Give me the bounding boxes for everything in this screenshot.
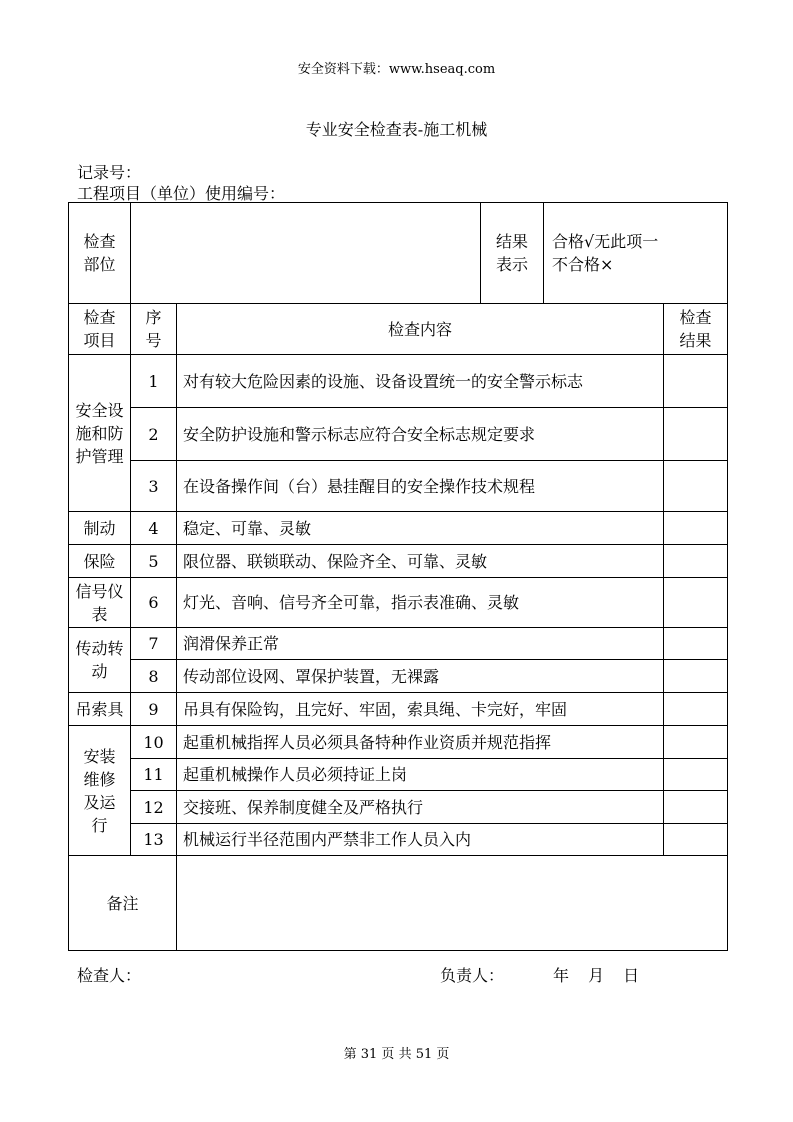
result-cell-2[interactable] xyxy=(664,408,728,461)
result-cell-13[interactable] xyxy=(664,824,728,856)
seq-9: 9 xyxy=(131,693,177,726)
location-label-line2: 部位 xyxy=(83,255,116,274)
content-9: 吊具有保险钩，且完好、牢固，索具绳、卡完好，牢固 xyxy=(177,693,664,726)
content-3: 在设备操作间（台）悬挂醒目的安全操作技术规程 xyxy=(177,461,664,512)
result-cell-9[interactable] xyxy=(664,693,728,726)
content-6: 灯光、音响、信号齐全可靠，指示表准确、灵敏 xyxy=(177,578,664,628)
seq-5: 5 xyxy=(131,545,177,578)
result-cell-4[interactable] xyxy=(664,512,728,545)
result-label-line2: 表示 xyxy=(495,255,528,274)
result-label-line1: 结果 xyxy=(495,232,528,251)
content-4: 稳定、可靠、灵敏 xyxy=(177,512,664,545)
header-item-line1: 检查 xyxy=(83,308,116,327)
content-5: 限位器、联锁联动、保险齐全、可靠、灵敏 xyxy=(177,545,664,578)
seq-7: 7 xyxy=(131,628,177,660)
seq-1: 1 xyxy=(131,355,177,408)
result-cell-7[interactable] xyxy=(664,628,728,660)
group-name-signal: 信号仪表 xyxy=(69,578,131,628)
seq-11: 11 xyxy=(131,759,177,791)
content-2: 安全防护设施和警示标志应符合安全标志规定要求 xyxy=(177,408,664,461)
content-7: 润滑保养正常 xyxy=(177,628,664,660)
page-footer: 第 31 页 共 51 页 xyxy=(343,1047,450,1062)
result-cell-8[interactable] xyxy=(664,660,728,693)
header-seq-line2: 号 xyxy=(145,331,162,350)
page-header: 安全资料下载：www.hseaq.com xyxy=(297,62,496,77)
result-legend-line2: 不合格× xyxy=(552,255,614,274)
group-name-safety: 安全设施和防护管理 xyxy=(69,355,131,512)
date-label: 年 月 日 xyxy=(553,966,640,985)
page-title: 专业安全检查表-施工机械 xyxy=(305,120,488,139)
content-11: 起重机械操作人员必须持证上岗 xyxy=(177,759,664,791)
seq-10: 10 xyxy=(131,726,177,759)
result-cell-12[interactable] xyxy=(664,791,728,824)
content-12: 交接班、保养制度健全及严格执行 xyxy=(177,791,664,824)
project-number-label: 工程项目（单位）使用编号： xyxy=(77,184,286,203)
group-name-brake: 制动 xyxy=(69,512,131,545)
header-seq-line1: 序 xyxy=(145,308,162,327)
group-name-insurance: 保险 xyxy=(69,545,131,578)
result-cell-3[interactable] xyxy=(664,461,728,512)
location-value-cell[interactable] xyxy=(131,203,481,304)
seq-4: 4 xyxy=(131,512,177,545)
header-result-line2: 结果 xyxy=(679,331,712,350)
result-cell-1[interactable] xyxy=(664,355,728,408)
content-13: 机械运行半径范围内严禁非工作人员入内 xyxy=(177,824,664,856)
result-legend-cell xyxy=(544,203,728,304)
seq-6: 6 xyxy=(131,578,177,628)
group-name-rigging: 吊索具 xyxy=(69,693,131,726)
seq-2: 2 xyxy=(131,408,177,461)
seq-3: 3 xyxy=(131,461,177,512)
result-cell-5[interactable] xyxy=(664,545,728,578)
seq-12: 12 xyxy=(131,791,177,824)
remarks-value-cell[interactable] xyxy=(177,856,728,951)
result-cell-10[interactable] xyxy=(664,726,728,759)
responsible-label: 负责人： xyxy=(440,966,505,985)
header-item xyxy=(69,304,131,355)
group-name-transmission: 传动转动 xyxy=(69,628,131,693)
inspection-table xyxy=(68,202,728,951)
header-item-line2: 项目 xyxy=(83,331,116,350)
seq-8: 8 xyxy=(131,660,177,693)
record-number-label: 记录号： xyxy=(77,163,142,182)
content-1: 对有较大危险因素的设施、设备设置统一的安全警示标志 xyxy=(177,355,664,408)
seq-13: 13 xyxy=(131,824,177,856)
content-8: 传动部位设网、罩保护装置，无裸露 xyxy=(177,660,664,693)
inspector-label: 检查人： xyxy=(77,966,142,985)
content-10: 起重机械指挥人员必须具备特种作业资质并规范指挥 xyxy=(177,726,664,759)
result-cell-11[interactable] xyxy=(664,759,728,791)
header-seq xyxy=(131,304,177,355)
remarks-label: 备注 xyxy=(69,856,177,951)
header-result xyxy=(664,304,728,355)
location-label-line1: 检查 xyxy=(83,232,116,251)
location-label-cell xyxy=(69,203,131,304)
group-name-installation: 安装维修及运行 xyxy=(69,726,131,856)
header-result-line1: 检查 xyxy=(679,308,712,327)
header-content: 检查内容 xyxy=(177,304,664,355)
result-cell-6[interactable] xyxy=(664,578,728,628)
result-legend-line1: 合格√无此项一 xyxy=(552,232,659,251)
result-label-cell xyxy=(481,203,544,304)
